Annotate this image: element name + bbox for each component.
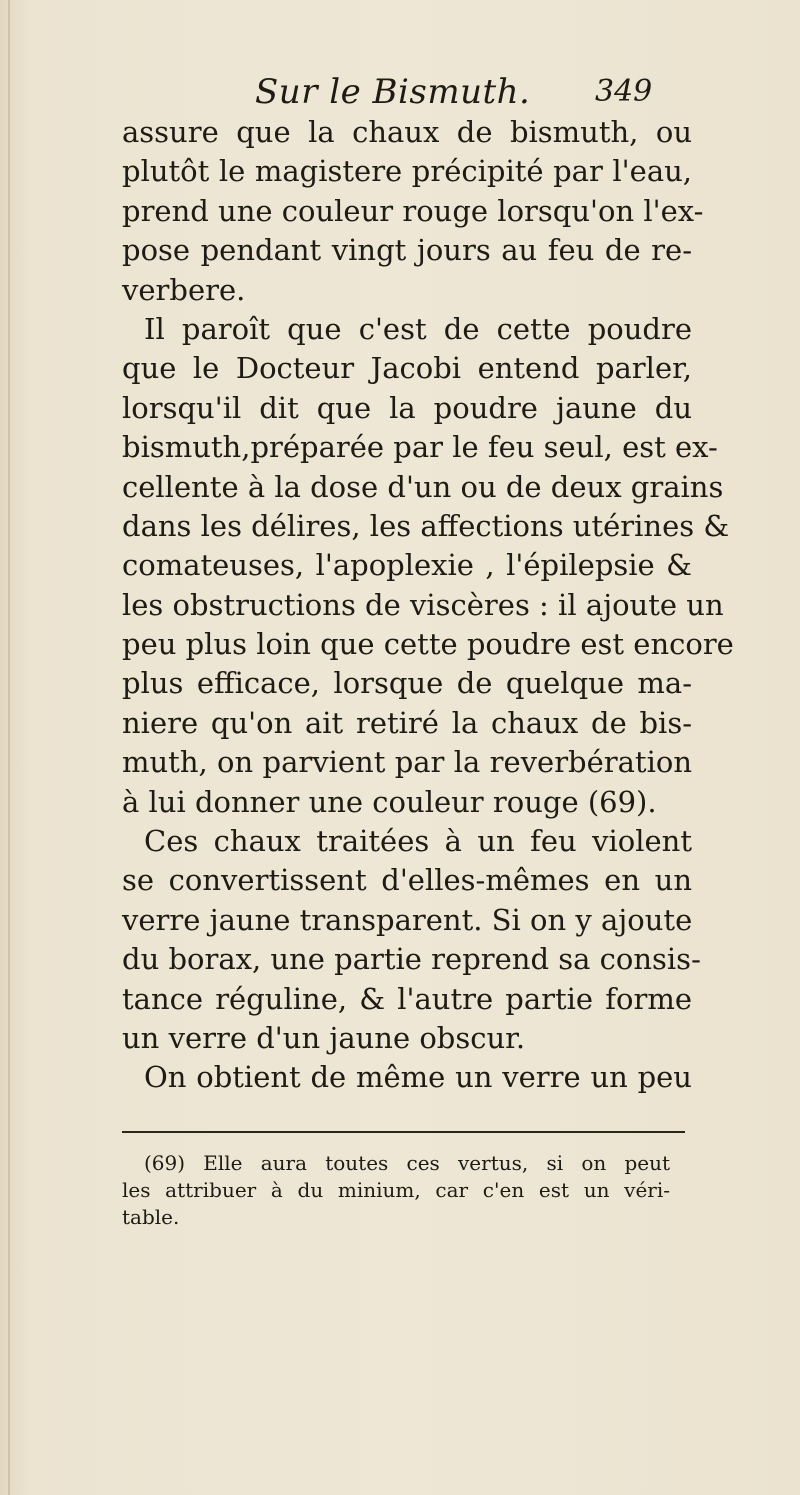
text-line: assure que la chaux de bismuth, ou	[122, 115, 692, 149]
text-line: comateuses, l'apoplexie , l'épilepsie &	[122, 548, 692, 583]
text-line: bismuth,préparée par le feu seul, est ex-	[122, 430, 718, 465]
body-text	[122, 113, 734, 1098]
text-line: à lui donner une couleur rouge (69).	[122, 784, 657, 819]
text-line: pose pendant vingt jours au feu de re-	[122, 233, 692, 268]
text-line: que le Docteur Jacobi entend parler,	[122, 351, 692, 386]
text-line: plutôt le magistere précipité par l'eau,	[122, 154, 692, 189]
text-line: peu plus loin que cette poudre est encore	[122, 627, 734, 662]
text-line: dans les délires, les affections utérines &	[122, 508, 730, 543]
text-line: plus efficace, lorsque de quelque ma-	[122, 666, 692, 701]
footnote-line: les attribuer à du minium, car c'en est un véri-	[122, 1178, 670, 1202]
text-line: muth, on parvient par la reverbération	[122, 745, 692, 780]
running-title: Sur le Bismuth.	[255, 72, 531, 112]
running-head	[255, 72, 685, 116]
text-line: lorsqu'il dit que la poudre jaune du	[122, 390, 692, 425]
text-line: Il paroît que c'est de cette poudre	[144, 311, 692, 346]
text-line: se convertissent d'elles-mêmes en un	[122, 863, 692, 898]
footnote-line: table.	[122, 1205, 180, 1229]
text-line: prend une couleur rouge lorsqu'on l'ex-	[122, 193, 704, 228]
text-line: verre jaune transparent. Si on y ajoute	[122, 902, 693, 937]
text-line: Ces chaux traitées à un feu violent	[144, 824, 692, 859]
footnote-line: (69) Elle aura toutes ces vertus, si on peut	[144, 1151, 670, 1175]
page-number: 349	[595, 74, 653, 109]
text-line: un verre d'un jaune obscur.	[122, 1020, 526, 1055]
page-edge	[8, 0, 10, 1495]
text-line: niere qu'on ait retiré la chaux de bis-	[122, 705, 692, 740]
text-line: verbere.	[122, 272, 246, 307]
text-line: On obtient de même un verre un peu	[144, 1060, 692, 1095]
footnote	[122, 1150, 670, 1231]
text-line: du borax, une partie reprend sa consis-	[122, 942, 701, 977]
text-line: tance réguline, & l'autre partie forme	[122, 981, 692, 1016]
text-line: les obstructions de viscères : il ajoute un	[122, 587, 724, 622]
footnote-divider	[122, 1131, 685, 1133]
text-line: cellente à la dose d'un ou de deux grains	[122, 469, 724, 504]
